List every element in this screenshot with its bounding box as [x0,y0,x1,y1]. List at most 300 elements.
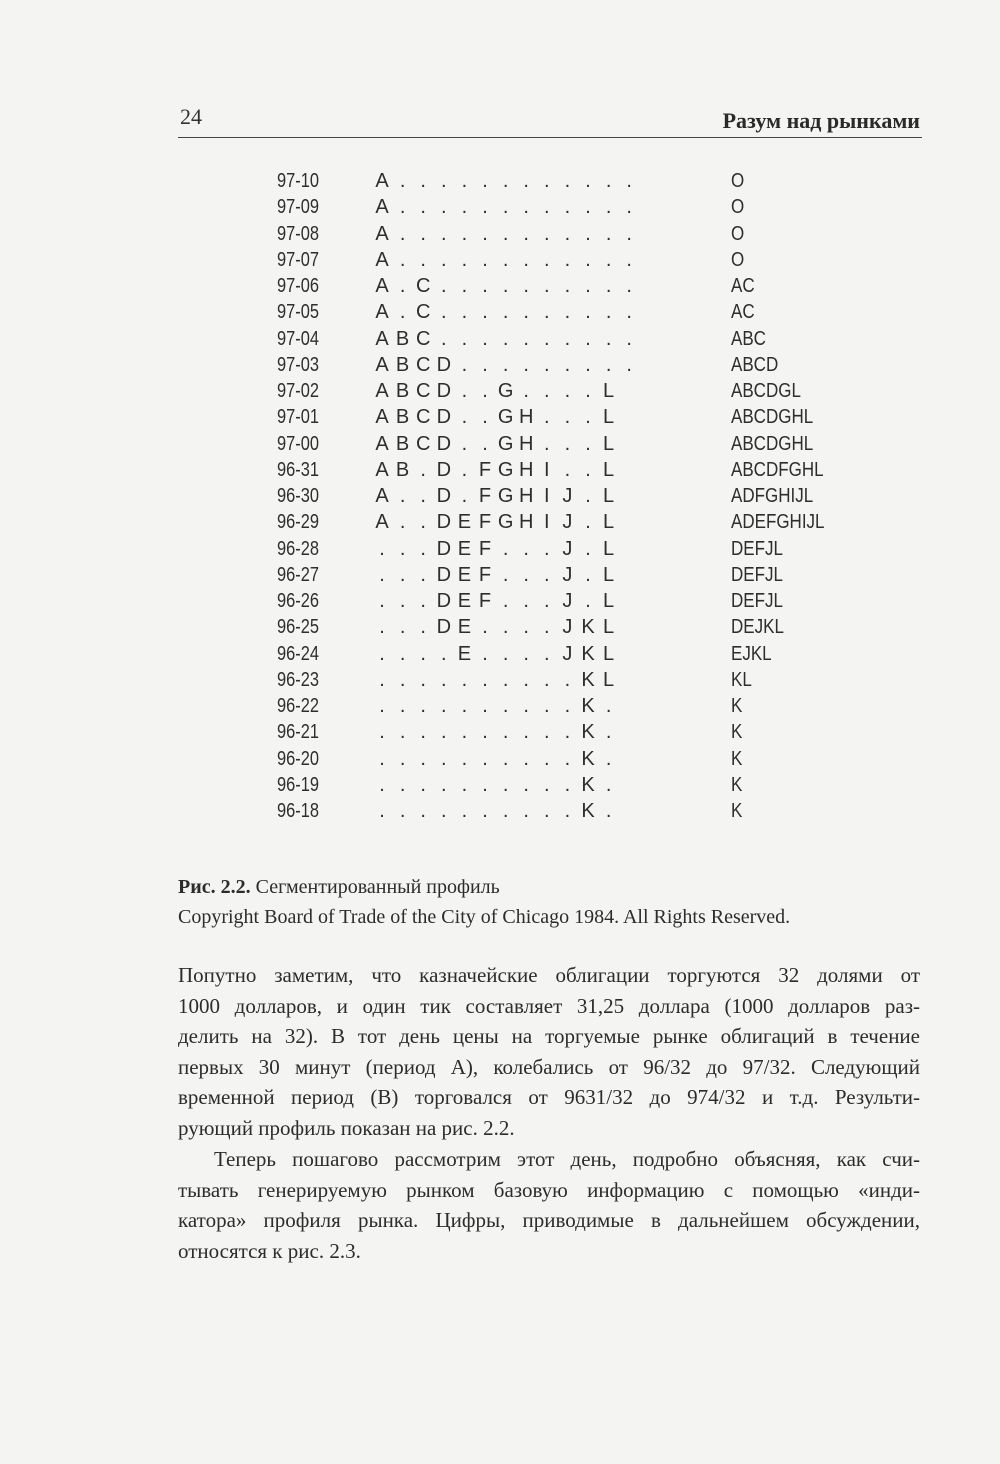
profile-cell: G [497,406,514,429]
profile-cell: G [497,511,514,534]
profile-cell: . [482,248,488,271]
paragraph-line: делить на 32). В тот день цены на торгуемые рынке облигаций в течение [178,1024,920,1048]
profile-cell: . [502,563,509,586]
profile-cell: . [461,222,468,245]
paragraph-line: Попутно заметим, что казначейские облигации торгуются 32 долями от [178,963,920,987]
profile-cell: . [502,222,509,245]
profile-cell: . [420,222,426,245]
profile-cell: . [523,222,529,245]
profile-cell: D [436,432,452,455]
price-label: 96-30 [277,485,319,507]
price-label: 97-05 [277,301,319,324]
price-label: 96-18 [277,800,319,822]
profile-cell: . [482,747,488,770]
paragraph-line: рующий профиль показан на рис. 2.2. [178,1115,515,1140]
profile-cell: . [564,353,571,376]
profile-cell: . [523,616,529,639]
profile-row [0,641,1000,667]
profile-cell: . [461,327,468,350]
paragraph-line: относятся к рис. 2.3. [178,1238,361,1263]
profile-cell: . [523,695,529,717]
profile-cell: . [626,327,632,350]
profile-cell: A [375,380,389,402]
profile-cell: D [436,406,452,429]
profile-cell: L [603,485,615,507]
profile-cell: D [436,563,452,586]
profile-cell: . [523,590,529,612]
letters-summary: ABCDGHL [731,432,814,455]
profile-cell: . [544,800,550,822]
profile-cell: . [379,590,385,612]
profile-cell: . [626,222,632,245]
price-label: 97-09 [277,196,319,219]
profile-cell: . [502,642,509,665]
profile-cell: . [482,406,488,429]
profile-cell: . [523,747,529,770]
profile-cell: . [564,773,571,796]
profile-cell: G [497,432,514,455]
profile-cell: . [544,353,550,376]
profile-cell: . [399,301,406,324]
profile-cell: L [603,642,615,665]
profile-row [0,352,1000,378]
profile-cell: . [523,563,529,586]
profile-cell: . [399,196,406,219]
profile-cell: J [562,563,573,586]
profile-cell: . [585,563,591,586]
profile-cell: . [544,721,550,744]
profile-cell: . [441,248,447,271]
price-label: 96-22 [277,695,319,717]
profile-cell: . [461,695,468,717]
profile-cell: . [399,642,406,665]
profile-cell: . [461,380,468,402]
caption-title-line [178,872,790,902]
profile-cell: . [544,642,550,665]
profile-cell: . [544,248,550,271]
profile-cell: . [564,248,571,271]
profile-cell: . [544,222,550,245]
profile-cell: . [461,485,468,507]
price-label: 97-02 [277,380,319,402]
profile-cell: . [626,301,632,324]
profile-cell: J [562,616,573,639]
profile-cell: . [399,563,406,586]
profile-cell: . [461,196,468,219]
body-paragraph-1 [178,960,920,1143]
paragraph-line: катора» профиля рынка. Цифры, приводимые в дальнейшем обсуждении, [178,1208,920,1232]
profile-cell: C [415,275,431,297]
letters-summary: ABCD [731,353,779,376]
letters-summary: KL [731,668,752,691]
profile-cell: D [436,353,452,376]
profile-cell: . [564,458,571,481]
profile-cell: E [457,563,472,586]
profile-cell: . [626,196,632,219]
profile-cell: . [441,275,447,297]
letters-summary: ADEFGHIJL [731,511,825,534]
price-label: 97-00 [277,432,319,455]
price-label: 96-29 [277,511,319,534]
profile-cell: . [441,301,447,324]
profile-cell: . [544,590,550,612]
profile-cell: . [399,695,406,717]
profile-cell: H [518,432,534,455]
paragraph-line: временной период (В) торговался от 9631/32 до 974/32 и т.д. Результи- [178,1085,920,1109]
profile-cell: J [562,537,573,560]
profile-cell: . [482,353,488,376]
profile-cell: . [502,248,509,271]
profile-cell: C [415,380,431,402]
profile-row [0,273,1000,299]
profile-row [0,772,1000,798]
profile-cell: . [482,695,488,717]
profile-cell: . [399,511,406,534]
profile-cell: . [482,170,488,192]
profile-cell: . [605,196,612,219]
profile-cell: . [544,773,550,796]
profile-cell: C [415,327,431,350]
profile-row [0,719,1000,745]
profile-cell: . [461,432,468,455]
figure-caption [178,872,790,932]
profile-cell: . [544,616,550,639]
profile-cell: L [603,458,615,481]
letters-summary: DEFJL [731,563,783,586]
profile-cell: A [375,485,389,507]
profile-cell: . [482,432,488,455]
profile-cell: . [441,642,447,665]
profile-cell: A [375,248,389,271]
profile-row [0,168,1000,194]
profile-cell: J [562,590,573,612]
profile-cell: . [482,616,488,639]
profile-cell: . [441,196,447,219]
profile-cell: . [482,222,488,245]
profile-row [0,404,1000,430]
profile-cell: . [544,563,550,586]
profile-cell: I [544,485,550,507]
profile-cell: E [457,511,472,534]
profile-cell: . [544,380,550,402]
profile-cell: . [544,747,550,770]
letters-summary: O [731,248,745,271]
profile-cell: F [478,458,492,481]
letters-summary: O [731,196,745,219]
profile-cell: . [461,248,468,271]
profile-cell: . [585,406,591,429]
running-header-title: Разум над рынками [722,108,920,133]
profile-cell: K [581,616,595,639]
profile-cell: . [420,485,426,507]
profile-cell: . [420,747,426,770]
profile-cell: . [564,222,571,245]
profile-cell: D [436,590,452,612]
profile-row [0,667,1000,693]
profile-cell: L [603,590,615,612]
profile-cell: . [420,695,426,717]
profile-cell: . [420,616,426,639]
profile-cell: B [395,327,410,350]
profile-cell: . [461,721,468,744]
profile-cell: . [502,301,509,324]
profile-row [0,798,1000,824]
letters-summary: DEFJL [731,590,783,612]
profile-cell: . [523,353,529,376]
price-label: 96-23 [277,668,319,691]
profile-cell: . [564,432,571,455]
profile-cell: . [420,800,426,822]
profile-cell: . [564,668,571,691]
profile-cell: G [497,380,514,402]
profile-cell: L [603,380,615,402]
profile-cell: . [502,353,509,376]
profile-cell: K [581,773,595,796]
profile-cell: . [605,275,612,297]
price-label: 97-08 [277,222,319,245]
profile-cell: . [544,327,550,350]
profile-cell: J [562,485,573,507]
profile-cell: F [478,590,492,612]
profile-cell: . [585,301,591,324]
profile-cell: . [544,668,550,691]
profile-cell: . [379,747,385,770]
profile-cell: . [626,170,632,192]
paragraph-line: Теперь пошагово рассмотрим этот день, подробно объясняя, как счи- [214,1147,920,1171]
profile-cell: . [420,537,426,560]
profile-cell: . [544,196,550,219]
profile-cell: . [399,773,406,796]
profile-cell: . [523,537,529,560]
profile-cell: . [523,170,529,192]
profile-row [0,299,1000,325]
letters-summary: K [731,773,743,796]
profile-cell: . [502,773,509,796]
profile-row [0,326,1000,352]
profile-cell: D [436,458,452,481]
profile-cell: . [420,248,426,271]
price-label: 96-25 [277,616,319,639]
profile-cell: . [482,642,488,665]
profile-cell: . [399,275,406,297]
profile-cell: . [585,248,591,271]
profile-cell: . [544,170,550,192]
profile-cell: . [585,458,591,481]
profile-cell: . [585,432,591,455]
profile-cell: . [564,695,571,717]
profile-cell: . [564,327,571,350]
profile-cell: H [518,511,534,534]
profile-cell: E [457,616,472,639]
profile-cell: . [461,800,468,822]
profile-cell: . [379,773,385,796]
profile-cell: . [441,668,447,691]
profile-cell: . [441,695,447,717]
profile-cell: . [564,406,571,429]
letters-summary: ADFGHIJL [731,485,814,507]
profile-cell: . [544,301,550,324]
profile-cell: L [603,563,615,586]
profile-cell: . [523,642,529,665]
profile-cell: . [482,327,488,350]
profile-cell: . [585,537,591,560]
price-label: 97-04 [277,327,319,350]
price-label: 96-24 [277,642,319,665]
profile-row [0,483,1000,509]
profile-cell: . [523,196,529,219]
page-number: 24 [180,104,202,129]
paragraph-line: первых 30 минут (период А), колебались от 96/32 до 97/32. Следующий [178,1054,920,1079]
profile-cell: . [379,721,385,744]
paragraph-line: 1000 долларов, и один тик составляет 31,25 доллара (1000 долларов раз- [178,993,920,1018]
profile-cell: H [518,485,534,507]
profile-cell: . [502,537,509,560]
profile-cell: . [605,301,612,324]
profile-cell: G [497,485,514,507]
profile-cell: . [564,301,571,324]
letters-summary: ABC [731,327,766,350]
profile-cell: . [605,721,612,744]
profile-cell: . [461,773,468,796]
letters-summary: K [731,695,743,717]
profile-cell: . [585,590,591,612]
profile-cell: . [420,590,426,612]
profile-cell: . [626,353,632,376]
profile-cell: K [581,747,595,770]
profile-cell: D [436,537,452,560]
profile-cell: B [395,458,410,481]
profile-cell: E [457,642,472,665]
profile-cell: . [461,275,468,297]
profile-cell: . [399,668,406,691]
profile-cell: . [461,353,468,376]
profile-cell: . [420,642,426,665]
profile-cell: D [436,616,452,639]
profile-cell: . [441,773,447,796]
profile-cell: . [420,773,426,796]
profile-cell: . [523,248,529,271]
profile-cell: L [603,406,615,429]
profile-cell: . [502,800,509,822]
profile-cell: . [420,511,426,534]
profile-row [0,457,1000,483]
profile-cell: . [523,773,529,796]
profile-cell: . [502,721,509,744]
profile-cell: . [441,800,447,822]
profile-cell: . [564,747,571,770]
profile-cell: . [523,668,529,691]
profile-row [0,562,1000,588]
letters-summary: DEJKL [731,616,784,639]
profile-cell: A [375,196,389,219]
profile-cell: . [420,668,426,691]
profile-cell: . [379,563,385,586]
profile-cell: . [544,432,550,455]
profile-cell: K [581,800,595,822]
price-label: 97-03 [277,353,319,376]
profile-cell: A [375,458,389,481]
profile-cell: E [457,537,472,560]
profile-cell: I [544,511,550,534]
profile-row [0,431,1000,457]
profile-row [0,746,1000,772]
profile-cell: F [478,485,492,507]
profile-cell: . [585,275,591,297]
profile-cell: . [379,668,385,691]
profile-cell: . [379,537,385,560]
profile-cell: F [478,537,492,560]
price-label: 96-26 [277,590,319,612]
profile-cell: . [441,747,447,770]
profile-cell: . [399,248,406,271]
profile-cell: . [605,327,612,350]
profile-cell: . [420,170,426,192]
profile-cell: . [544,406,550,429]
profile-cell: A [375,406,389,429]
letters-summary: EJKL [731,642,772,665]
profile-cell: . [605,773,612,796]
profile-cell: . [564,721,571,744]
profile-row [0,588,1000,614]
profile-cell: L [603,432,615,455]
profile-cell: A [375,511,389,534]
profile-cell: . [399,721,406,744]
profile-cell: . [441,170,447,192]
profile-cell: . [585,511,591,534]
profile-cell: . [523,275,529,297]
profile-cell: . [379,616,385,639]
profile-cell: . [482,721,488,744]
profile-cell: . [502,695,509,717]
letters-summary: ABCDGHL [731,406,814,429]
profile-cell: . [399,485,406,507]
profile-cell: . [605,800,612,822]
profile-cell: . [420,458,426,481]
profile-cell: . [564,196,571,219]
profile-cell: . [379,800,385,822]
profile-cell: J [562,642,573,665]
profile-cell: F [478,511,492,534]
profile-cell: . [461,301,468,324]
profile-cell: B [395,432,410,455]
profile-cell: H [518,406,534,429]
letters-summary: O [731,170,745,192]
profile-cell: . [523,380,529,402]
profile-cell: . [585,222,591,245]
profile-cell: . [564,380,571,402]
profile-cell: B [395,380,410,402]
profile-cell: D [436,485,452,507]
profile-cell: . [461,747,468,770]
profile-cell: A [375,170,389,192]
price-label: 97-06 [277,275,319,297]
profile-row [0,536,1000,562]
profile-cell: . [502,170,509,192]
profile-cell: . [523,800,529,822]
letters-summary: ABCDFGHL [731,458,824,481]
profile-cell: . [420,563,426,586]
profile-cell: . [523,301,529,324]
profile-cell: . [523,721,529,744]
profile-cell: . [564,275,571,297]
profile-cell: . [399,590,406,612]
letters-summary: K [731,747,743,770]
profile-cell: B [395,353,410,376]
letters-summary: ABCDGL [731,380,801,402]
profile-cell: . [399,222,406,245]
profile-cell: . [441,721,447,744]
letters-summary: DEFJL [731,537,783,560]
